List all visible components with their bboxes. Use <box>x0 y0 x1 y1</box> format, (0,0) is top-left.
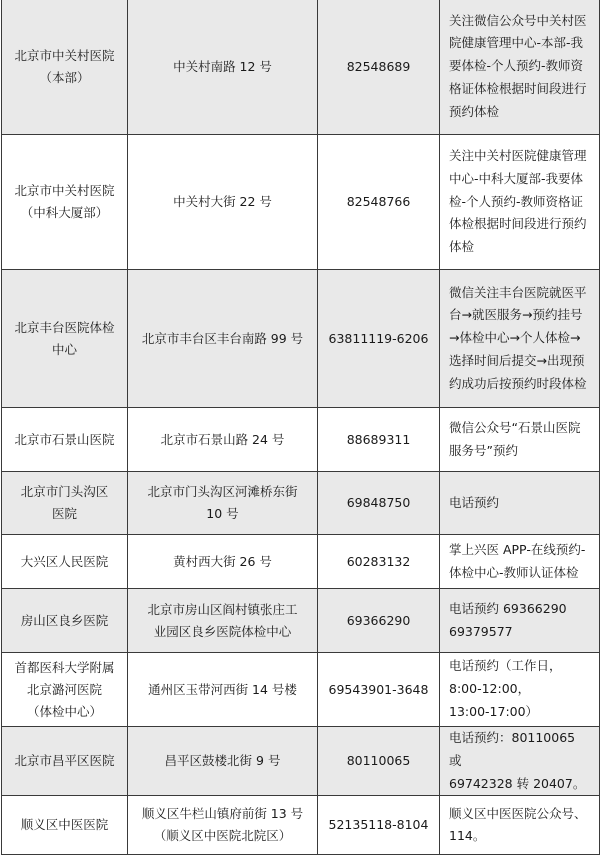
table-row <box>2 135 600 270</box>
hospital-name-cell <box>2 535 128 589</box>
phone-cell <box>318 796 440 855</box>
booking-method-cell <box>440 135 600 270</box>
address-line: 北京市丰台区丰台南路 99 号 <box>141 330 304 346</box>
address-line: 北京市石景山路 24 号 <box>160 431 285 447</box>
hospital-name-cell <box>2 472 128 535</box>
method-line: 院健康管理中心-本部-我 <box>449 35 584 51</box>
address-cell <box>128 472 318 535</box>
booking-method-cell <box>440 535 600 589</box>
phone-number: 80110065 <box>346 753 411 769</box>
method-line: 约成功后按预约时段体检 <box>449 375 587 391</box>
booking-method-cell <box>440 0 600 135</box>
address-line: 通州区玉带河西街 14 号楼 <box>148 681 297 697</box>
booking-method-cell <box>440 472 600 535</box>
name-line: （本部） <box>39 69 90 85</box>
method-line: 电话预约：80110065 或 <box>449 730 576 768</box>
address-line: 中关村大街 22 号 <box>173 194 272 209</box>
method-line: 电话预约 69366290 <box>449 600 567 616</box>
method-line: 13:00-17:00） <box>449 703 539 719</box>
method-line: 格证体检根据时间段进行 <box>449 80 587 96</box>
address-line: （顺义区中医院北院区） <box>153 828 292 844</box>
method-line: 检-个人预约-教师资格证 <box>449 193 584 209</box>
address-line: 10 号 <box>206 506 239 521</box>
table-row <box>2 408 600 472</box>
table-row <box>2 727 600 796</box>
phone-number: 63811119-6206 <box>328 330 429 346</box>
name-line: 首都医科大学附属 <box>14 659 115 675</box>
hospital-name-cell <box>2 135 128 270</box>
phone-number: 52135118-8104 <box>328 817 429 833</box>
address-line: 黄村西大街 26 号 <box>173 553 272 569</box>
table-row <box>2 535 600 589</box>
address-line: 昌平区鼓楼北街 9 号 <box>164 753 281 769</box>
table-row <box>2 796 600 855</box>
hospital-name-cell <box>2 408 128 472</box>
method-line: 掌上兴医 APP-在线预约- <box>449 541 586 557</box>
name-line: 北京丰台医院体检 <box>14 319 115 335</box>
phone-cell <box>318 270 440 408</box>
name-line: （体检中心） <box>26 703 102 719</box>
phone-number: 88689311 <box>346 431 411 447</box>
phone-cell <box>318 535 440 589</box>
hospital-table-body <box>2 0 600 855</box>
hospital-name-cell <box>2 589 128 653</box>
booking-method-cell <box>440 408 600 472</box>
table-row <box>2 589 600 653</box>
method-line: 服务号”预约 <box>449 442 518 458</box>
table-row <box>2 0 600 135</box>
method-line: 69742328 转 20407。 <box>449 775 586 791</box>
method-line: 体检 <box>449 239 475 255</box>
name-line: 北京市中关村医院 <box>14 183 115 198</box>
name-line: 中心 <box>51 341 77 357</box>
phone-cell <box>318 0 440 135</box>
address-cell <box>128 653 318 727</box>
name-line: 北京市中关村医院 <box>14 47 115 63</box>
method-line: 8:00-12:00， <box>449 681 531 697</box>
booking-method-cell <box>440 727 600 796</box>
name-line: 北京市门头沟区 <box>20 484 109 499</box>
phone-number: 82548689 <box>346 58 411 74</box>
booking-method-cell <box>440 653 600 727</box>
hospital-name-cell <box>2 653 128 727</box>
address-cell <box>128 535 318 589</box>
method-line: 选择时间后提交→出现预 <box>449 352 585 368</box>
name-line: 北京潞河医院 <box>26 681 102 697</box>
method-line: 69379577 <box>449 623 513 639</box>
address-cell <box>128 589 318 653</box>
address-cell <box>128 0 318 135</box>
name-line: 大兴区人民医院 <box>20 553 109 569</box>
hospital-name-cell <box>2 270 128 408</box>
table-row <box>2 472 600 535</box>
name-line: 北京市石景山医院 <box>14 431 115 447</box>
name-line: 医院 <box>51 506 77 521</box>
method-line: 顺义区中医医院公众号、 <box>449 805 587 821</box>
method-line: 台→就医服务→预约挂号 <box>449 307 583 323</box>
method-line: →体检中心→个人体检→ <box>449 330 581 346</box>
address-cell <box>128 270 318 408</box>
hospital-table <box>1 0 600 855</box>
phone-number: 60283132 <box>346 553 411 569</box>
hospital-name-cell <box>2 727 128 796</box>
method-line: 微信关注丰台医院就医平 <box>449 284 587 300</box>
address-line: 北京市房山区阎村镇张庄工 <box>147 601 298 617</box>
hospital-name-cell <box>2 796 128 855</box>
phone-number: 69543901-3648 <box>328 681 429 697</box>
method-line: 电话预约（工作日， <box>449 658 562 674</box>
method-line: 电话预约 <box>449 494 500 510</box>
phone-cell <box>318 408 440 472</box>
phone-number: 82548766 <box>346 194 411 209</box>
table-row <box>2 270 600 408</box>
address-cell <box>128 408 318 472</box>
method-line: 预约体检 <box>449 103 500 119</box>
method-line: 体检中心-教师认证体检 <box>449 564 579 580</box>
method-line: 中心-中科大厦部-我要体 <box>449 170 584 186</box>
table-row <box>2 653 600 727</box>
method-line: 体检根据时间段进行预约 <box>449 216 587 232</box>
method-line: 114。 <box>449 828 486 844</box>
booking-method-cell <box>440 796 600 855</box>
booking-method-cell <box>440 589 600 653</box>
phone-cell <box>318 472 440 535</box>
method-line: 关注微信公众号中关村医 <box>449 12 587 28</box>
address-line: 业园区良乡医院体检中心 <box>153 623 292 639</box>
phone-cell <box>318 653 440 727</box>
phone-cell <box>318 727 440 796</box>
name-line: 房山区良乡医院 <box>20 612 109 628</box>
phone-number: 69366290 <box>346 612 411 628</box>
name-line: 顺义区中医医院 <box>20 817 109 833</box>
name-line: （中科大厦部） <box>20 205 109 220</box>
address-line: 顺义区牛栏山镇府前街 13 号 <box>141 806 304 822</box>
address-line: 北京市门头沟区河滩桥东街 <box>147 484 298 499</box>
address-cell <box>128 135 318 270</box>
phone-number: 69848750 <box>346 495 411 510</box>
method-line: 微信公众号“石景山医院 <box>449 419 581 435</box>
address-cell <box>128 796 318 855</box>
name-line: 北京市昌平区医院 <box>14 753 115 769</box>
phone-cell <box>318 589 440 653</box>
hospital-name-cell <box>2 0 128 135</box>
booking-method-cell <box>440 270 600 408</box>
method-line: 要体检-个人预约-教师资 <box>449 58 584 74</box>
phone-cell <box>318 135 440 270</box>
method-line: 关注中关村医院健康管理 <box>449 148 587 163</box>
address-cell <box>128 727 318 796</box>
address-line: 中关村南路 12 号 <box>173 58 272 74</box>
